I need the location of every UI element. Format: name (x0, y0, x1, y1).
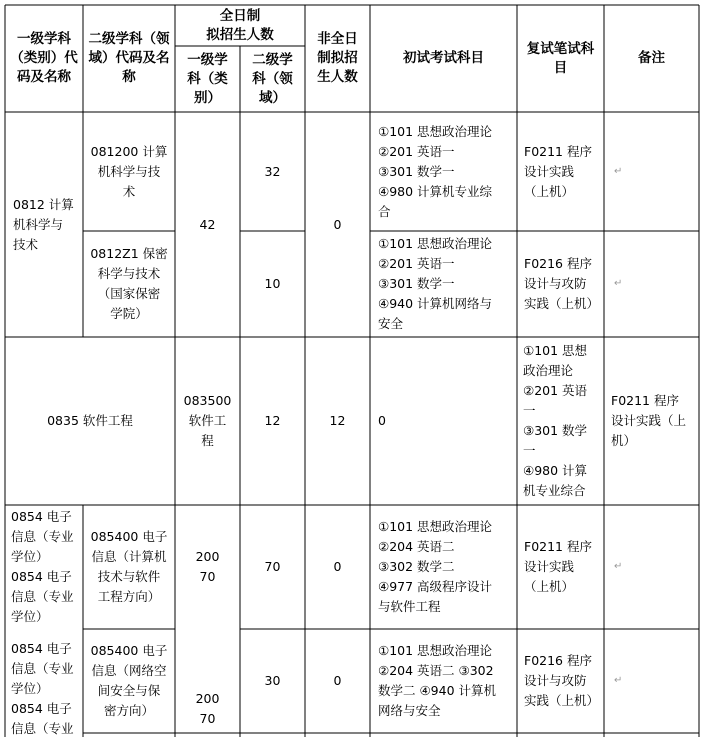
row2-retest-subjects: F0216 程序 设计与攻防 实践（上机） (524, 256, 600, 311)
header-remark: 备注 (638, 50, 665, 66)
row5-fulltime-level2-count: 30 (264, 673, 281, 688)
row1-fulltime-level2-count: 32 (264, 163, 281, 179)
row1-level1-discipline: 0812 计算 机科学与 技术 (13, 196, 74, 252)
row5-level1-discipline: 0854 电子 信息（专业 学位） 0854 电子 信息（专业 (11, 641, 74, 736)
header-level1: 一级学科 （类别）代 码及名称 (10, 31, 78, 85)
row5-retest-subjects: F0216 程序 设计与攻防 实践（上机） (524, 653, 600, 708)
header-level2: 二级学科（领 域）代码及名 称 (88, 31, 170, 85)
row5-parttime-count: 0 (333, 673, 342, 688)
row3-level1-discipline: 0835 软件工程 (47, 413, 133, 428)
row5-prelim-subjects: ①101 思想政治理论 ②204 英语二 ③302 数学二 ④940 计算机 网络与安全 (378, 643, 497, 718)
row4-fulltime-level1-count: 200 70 (195, 549, 220, 584)
header-retest-subjects: 复试笔试科 目 (526, 40, 595, 76)
row3-level2-discipline: 083500 软件工 程 (183, 393, 232, 448)
row1-fulltime-level1-count: 42 (199, 216, 216, 232)
row3-fulltime-level2-count: 12 (329, 413, 346, 428)
row2-fulltime-level2-count: 10 (264, 276, 281, 291)
row5-level2-discipline: 085400 电子 信息（网络空 间安全与保 密方向） (90, 643, 168, 718)
header-parttime: 非全日 制拟招 生人数 (317, 31, 358, 85)
row4-fulltime-level2-count: 70 (264, 559, 281, 574)
header-fulltime-level2: 二级学 科（领 域） (252, 51, 293, 106)
row4-retest-subjects: F0211 程序 设计实践 （上机） (524, 539, 592, 594)
row5-fulltime-level1-count: 200 70 (195, 690, 220, 726)
row4-level1-discipline: 0854 电子 信息（专业 学位） 0854 电子 信息（专业 学位） (11, 509, 74, 624)
row1-level2-discipline: 081200 计算 机科学与技 术 (90, 143, 168, 199)
row2-prelim-subjects: ①101 思想政治理论 ②201 英语一 ③301 数学一 ④940 计算机网络与 安全 (378, 236, 493, 331)
row3-parttime-count: 0 (378, 413, 386, 428)
header-fulltime-group: 全日制 拟招生人数 (206, 7, 274, 43)
row1-prelim-subjects: ①101 思想政治理论 ②201 英语一 ③301 数学一 ④980 计算机专业综 合 (378, 123, 493, 219)
row2-remark: ↵ (614, 278, 623, 289)
row1-parttime-count: 0 (333, 216, 342, 232)
row1-remark: ↵ (614, 165, 623, 177)
header-prelim-subjects: 初试考试科目 (403, 50, 484, 66)
row2-level2-discipline: 0812Z1 保密 科学与技术 （国家保密 学院） (90, 246, 168, 321)
row4-remark: ↵ (614, 561, 623, 572)
row4-parttime-count: 0 (333, 559, 342, 574)
header-fulltime-level1: 一级学 科（类 别） (187, 51, 228, 106)
row1-retest-subjects: F0211 程序 设计实践 （上机） (524, 143, 592, 199)
row4-level2-discipline: 085400 电子 信息（计算机 技术与软件 工程方向） (90, 529, 168, 604)
row4-prelim-subjects: ①101 思想政治理论 ②204 英语二 ③302 数学二 ④977 高级程序设计 与软件工程 (378, 519, 493, 614)
row3-fulltime-count: 12 (264, 413, 281, 428)
row3-prelim-subjects: ①101 思想 政治理论 ②201 英语 一 ③301 数学 一 ④980 计算 机专业综合 (523, 343, 588, 498)
row3-retest-subjects: F0211 程序 设计实践（上 机） (611, 393, 687, 448)
row5-remark: ↵ (614, 675, 623, 686)
